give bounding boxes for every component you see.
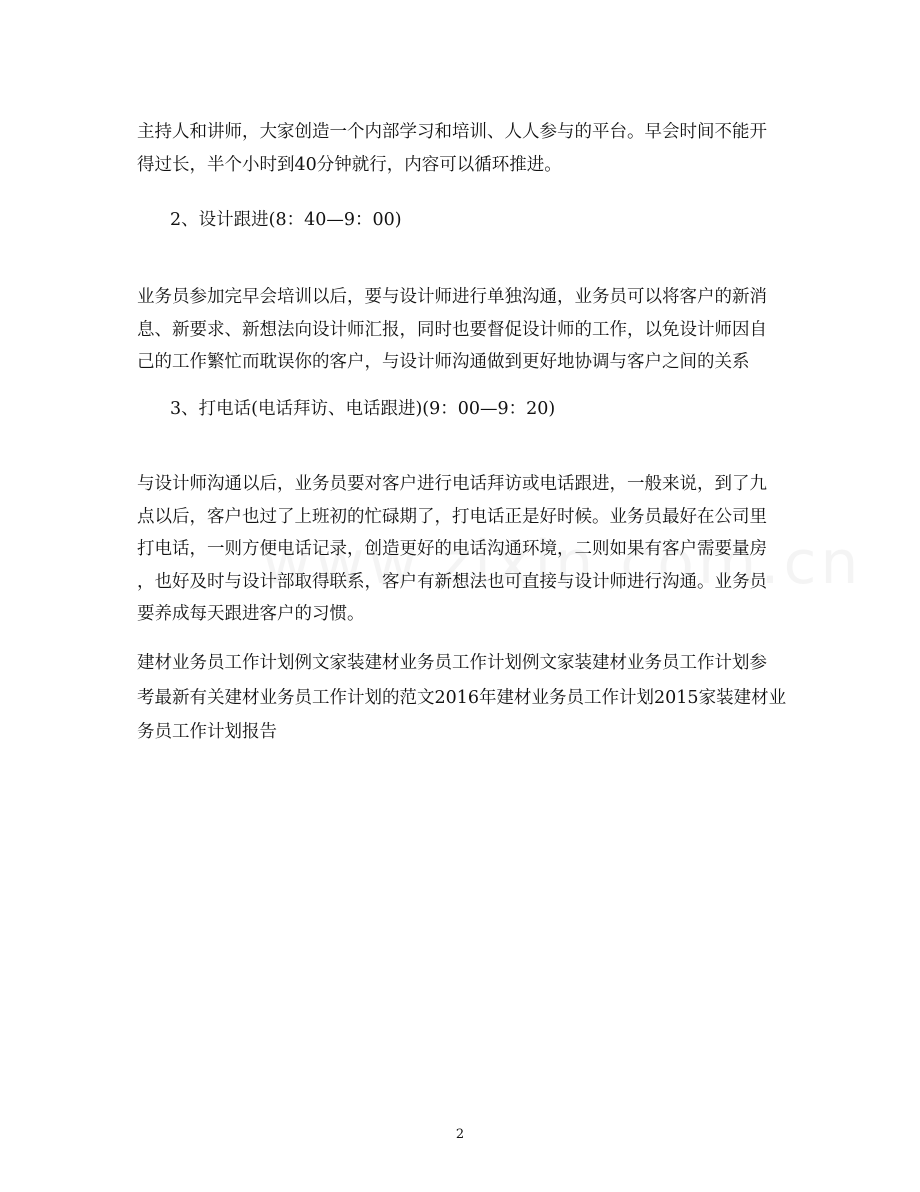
paragraph-design-follow-up: 业务员参加完早会培训以后，要与设计师进行单独沟通，业务员可以将客户的新消 息、新要求、新想法向设计师汇报，同时也要督促设计师的工作，以免设计师因自 己的工作繁忙而耽误你的客户，与设计师沟通做到更好地协调与客户之间的关系 bbox=[137, 287, 767, 372]
paragraph-intro-continued: 主持人和讲师，大家创造一个内部学习和培训、人人参与的平台。早会时间不能开 得过长，半个小时到40分钟就行，内容可以循环推进。 bbox=[137, 122, 767, 175]
paragraph-phone-calls: 与设计师沟通以后，业务员要对客户进行电话拜访或电话跟进，一般来说，到了九 点以后，客户也过了上班初的忙碌期了，打电话正是好时候。业务员最好在公司里 打电话，一则方便电话记录，创造更好的电话沟通环境，二则如果有客户需要量房 ，也好及时与设计部取得联系，客户有新想法也可直接与设计师进行沟通。业务员 要养成每天跟进客户的习惯。 bbox=[137, 474, 767, 624]
related-links-text: 建材业务员工作计划例文家装建材业务员工作计划例文家装建材业务员工作计划参 考最新有关建材业务员工作计划的范文2016年建材业务员工作计划2015家装建材业 务员工作计划报告 bbox=[137, 653, 787, 742]
page-number: 2 bbox=[455, 1127, 465, 1142]
section-heading-design-follow-up: 2、设计跟进(8：40—9：00) bbox=[170, 210, 402, 230]
section-heading-phone-calls: 3、打电话(电话拜访、电话跟进)(9：00—9：20) bbox=[170, 399, 556, 419]
